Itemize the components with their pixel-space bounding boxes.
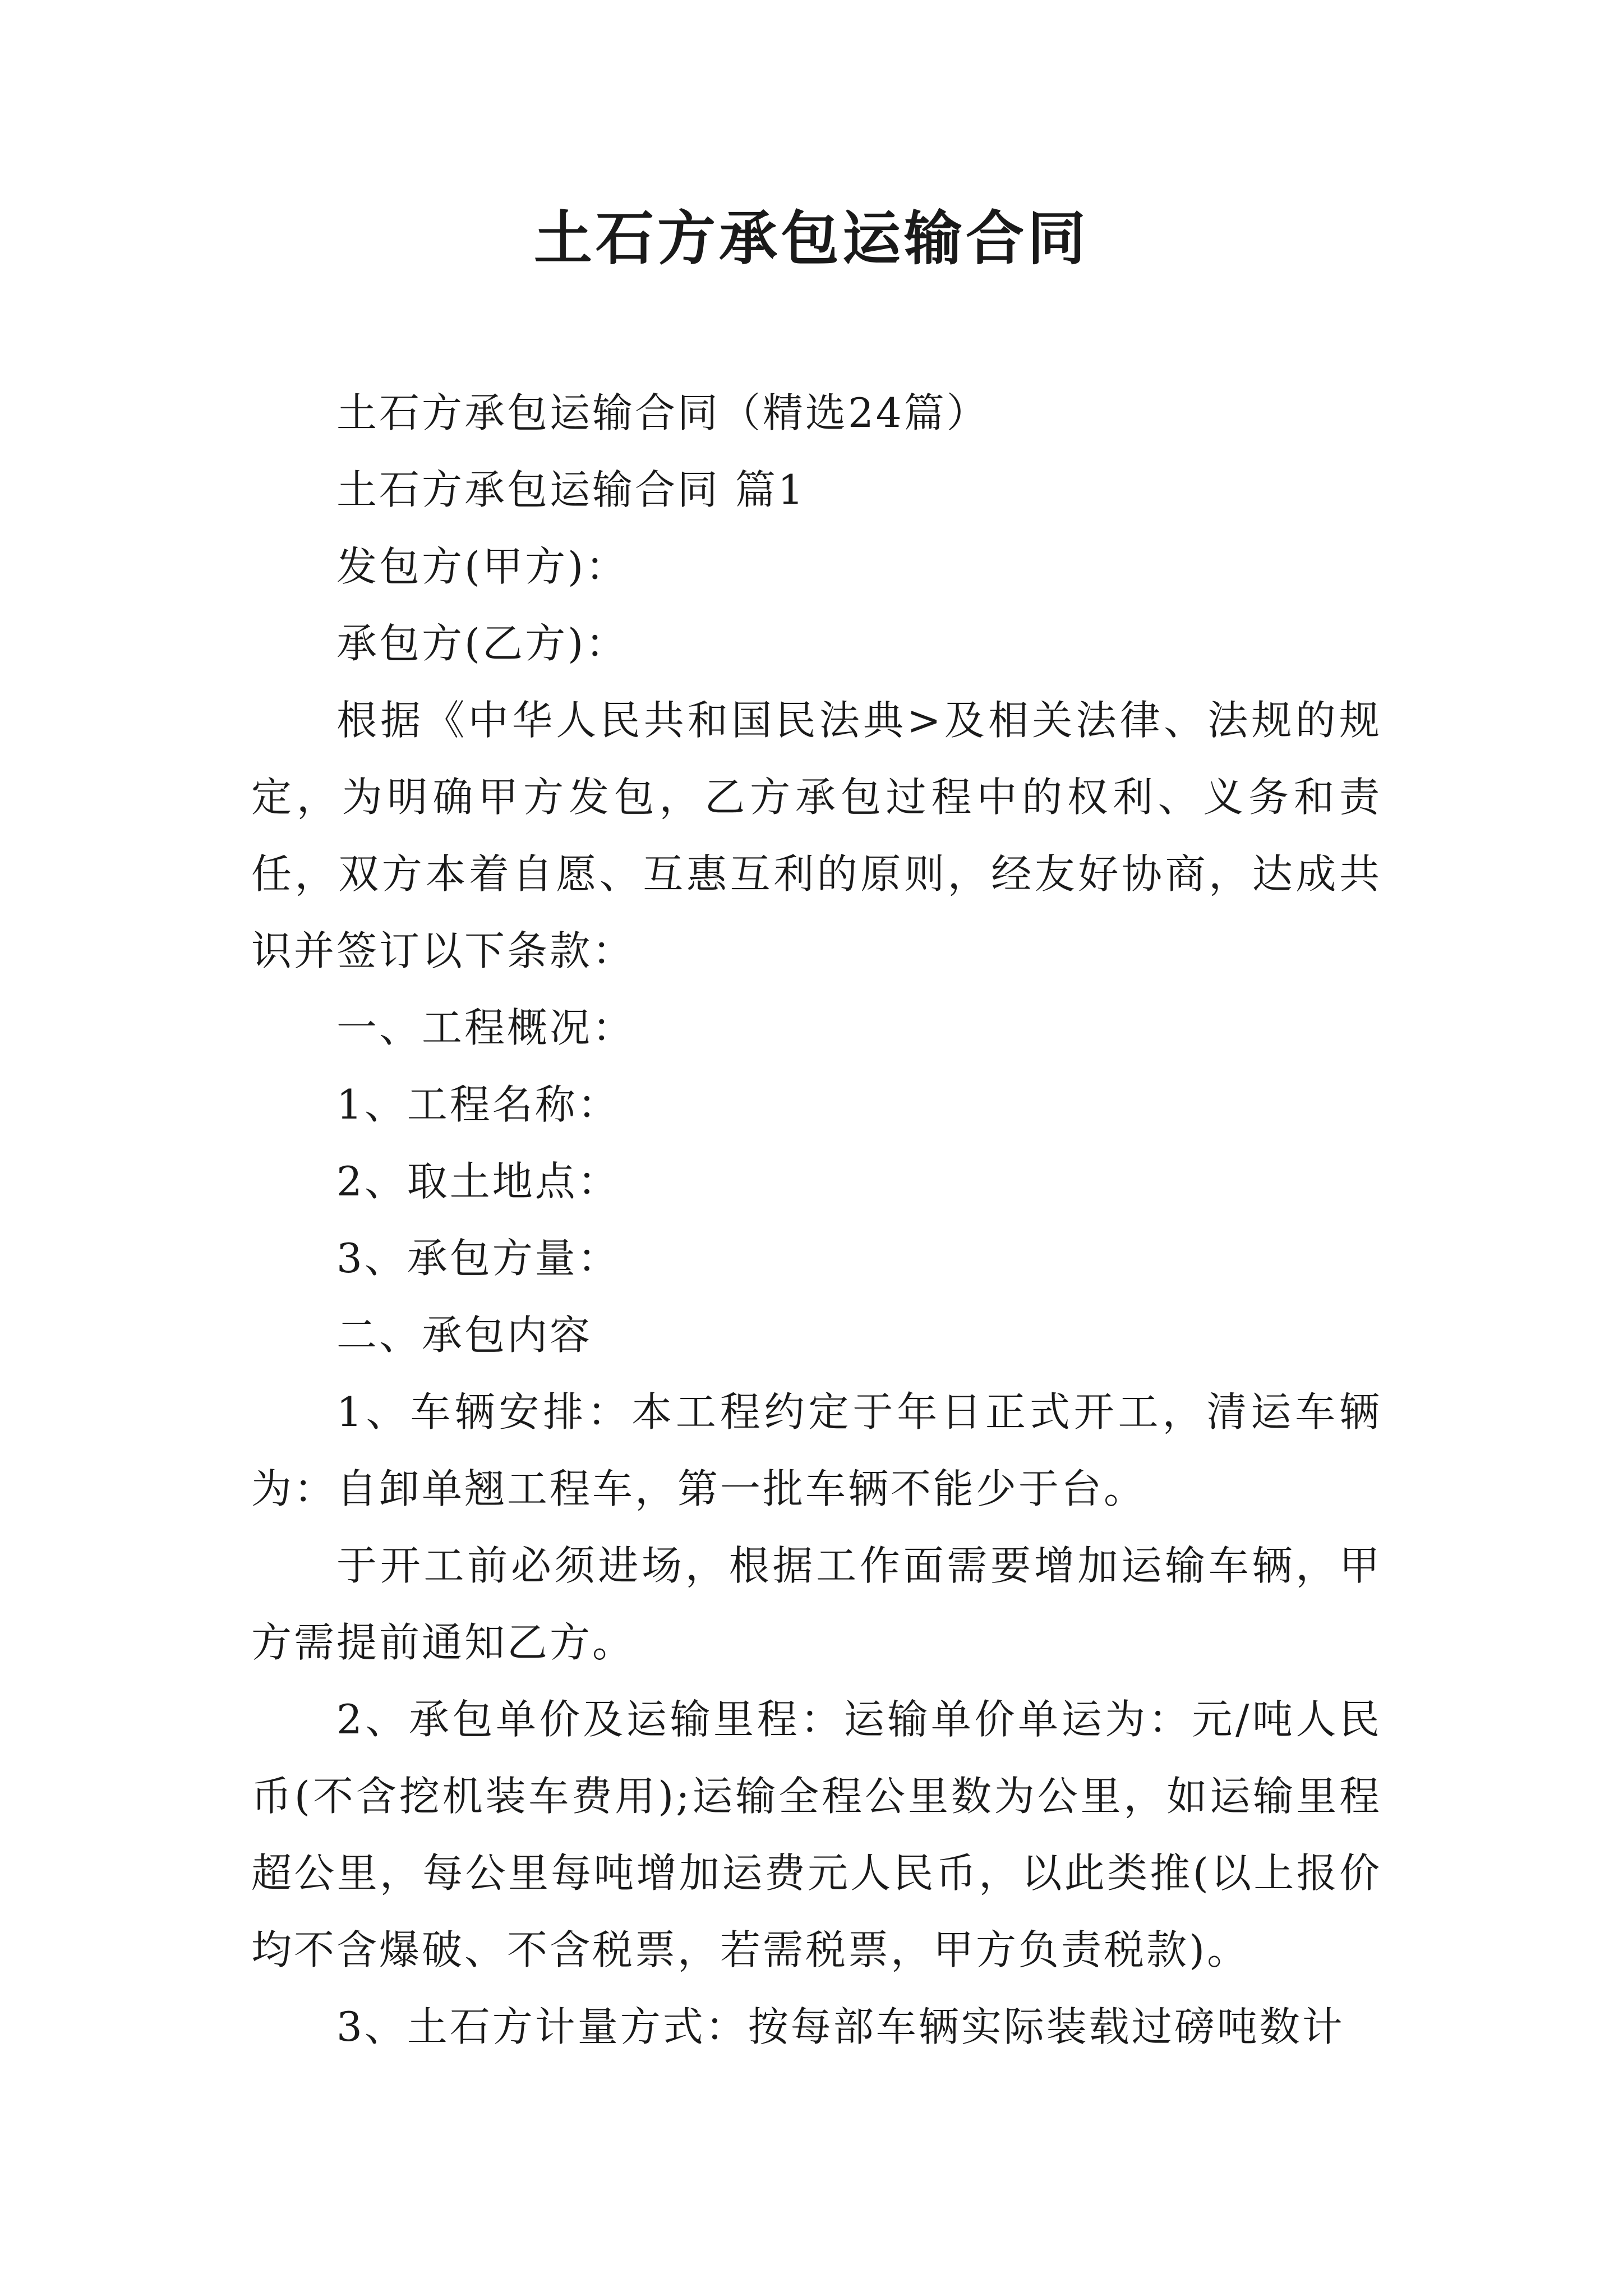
paragraph-section-heading: 土石方承包运输合同 篇1 <box>336 466 806 513</box>
paragraph-heading-overview: 一、工程概况： <box>336 1004 635 1051</box>
paragraph-vehicle-arrangement: 1、车辆安排：本工程约定于年日正式开工，清运车辆为：自卸单翘工程车，第一批车辆不能少于台。 <box>251 1388 1382 1512</box>
paragraph-preamble: 根据《中华人民共和国民法典>及相关法律、法规的规定，为明确甲方发包，乙方承包过程中的权利、义务和责任，双方本着自愿、互惠互利的原则，经友好协商，达成共识并签订以下条款： <box>251 697 1382 974</box>
document-body <box>251 375 1382 2065</box>
paragraph-heading-scope: 二、承包内容 <box>336 1312 593 1359</box>
document-title: 土石方承包运输合同 <box>533 204 1089 273</box>
paragraph-project-name: 1、工程名称： <box>336 1081 620 1128</box>
paragraph-subtitle: 土石方承包运输合同（精选24篇） <box>336 389 989 436</box>
paragraph-contract-volume: 3、承包方量： <box>336 1235 620 1282</box>
paragraph-unit-price: 2、承包单价及运输里程：运输单价单运为：元/吨人民币(不含挖机装车费用);运输全程公里数为公里，如运输里程超公里，每公里每吨增加运费元人民币，以此类推(以上报价均不含爆破、不含税票，若需税票，甲方负责税款)。 <box>251 1696 1382 1973</box>
paragraph-measurement: 3、土石方计量方式：按每部车辆实际装载过磅吨数计 <box>336 2003 1345 2050</box>
paragraph-borrow-site: 2、取土地点： <box>336 1158 620 1205</box>
paragraph-party-a: 发包方(甲方)： <box>336 543 629 590</box>
paragraph-party-b: 承包方(乙方)： <box>336 620 629 667</box>
paragraph-vehicle-entry: 于开工前必须进场，根据工作面需要增加运输车辆，甲方需提前通知乙方。 <box>251 1542 1382 1666</box>
